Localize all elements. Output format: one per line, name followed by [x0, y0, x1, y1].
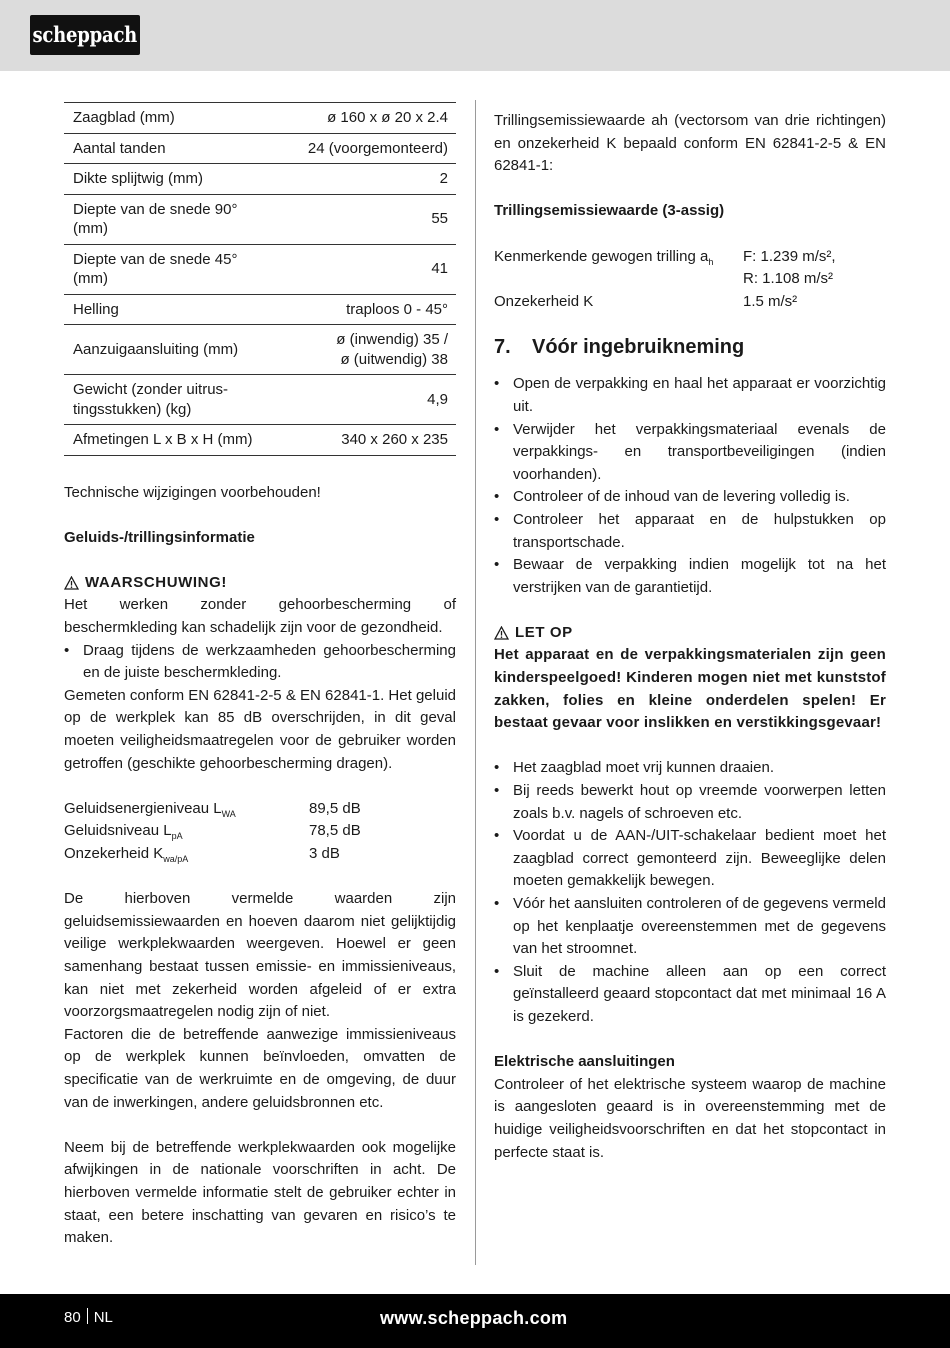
noise-label: Onzekerheid $K_{wa/pA}$: [64, 845, 189, 864]
caution-text: Het apparaat en de verpakkingsmaterialen zijn geen kinderspeelgoed! Kinderen mogen niet met kunststof zakken, folies en kleine onderdelen spelen! Er bestaat gevaar voor inslikken en verstikkingsgevaar!: [494, 646, 886, 732]
spec-table: [64, 102, 456, 456]
spec-label: Zaagblad (mm): [73, 109, 175, 126]
electrical-text: Controleer of het elektrische systeem waarop de machine is aangesloten geaard is in overeenstemming met de huidige veiligheidsvoorschriften en dat het stopcontact in perfecte staat is.: [494, 1075, 886, 1161]
spec-label: Dikte splijtwig (mm): [73, 170, 204, 187]
footer-url[interactable]: www.scheppach.com: [380, 1308, 568, 1328]
page-number: 80 NL: [64, 1309, 113, 1326]
noise-heading: Geluids-/trillingsinformatie: [64, 528, 255, 546]
noise-label: Geluidsenergieniveau $L_{WA}$: [64, 799, 236, 819]
warning-text: Het werken zonder gehoorbescherming of beschermkleding kan schadelijk zijn voor de gezondheid.: [64, 596, 456, 637]
spec-label: Helling: [73, 300, 119, 318]
spec-value: 340 x 260 x 235: [341, 431, 448, 448]
table-row: [64, 164, 456, 195]
vibration-values: [494, 246, 886, 314]
caution-title: LET OP: [494, 622, 886, 645]
list-item: • Open de verpakking en haal het apparaat er voorzichtig uit.: [494, 373, 886, 418]
spec-value: 2: [439, 170, 448, 187]
right-column: [494, 110, 886, 1164]
spec-label: Diepte van de snede 45° (mm): [73, 250, 238, 287]
table-row: [64, 294, 456, 325]
spec-value: 55: [431, 210, 448, 228]
noise-label: Geluidsniveau $L_{pA}$: [64, 822, 183, 842]
table-row: [64, 194, 456, 244]
spec-label: Aantal tanden: [73, 139, 166, 157]
table-row: [64, 244, 456, 294]
spec-value: traploos 0 - 45°: [346, 300, 448, 318]
table-row: [64, 133, 456, 164]
spec-value: 24 (voorgemonteerd): [307, 139, 448, 157]
electrical-heading: Elektrische aansluitingen: [494, 1053, 675, 1071]
list-item: • Draag tijdens de werkzaamheden gehoorbescherming en de juiste beschermkleding.: [64, 640, 456, 685]
vibration-intro: Trillingsemissiewaarde ah (vectorsom van drie richtingen) en onzekerheid K bepaald conform EN 62841-2-5 & EN 62841-1:: [494, 112, 886, 175]
spec-label: Aanzuigaansluiting (mm): [73, 340, 239, 358]
vibration-heading: Trillingsemissiewaarde (3-assig): [494, 202, 725, 220]
footer-separator: [87, 1308, 88, 1324]
uncertainty-value: 1.5 m/s²: [743, 292, 798, 310]
table-row: [64, 103, 456, 134]
preparation-list: [494, 757, 886, 1028]
paragraph: Neem bij de betreffende werkplekwaarden ook mogelijke afwijkingen in de nationale voorschriften in acht. De hierboven vermelde informatie stelt de gebruiker echter in staat, een betere inschatting van gevaren en risico’s te maken.: [64, 1138, 456, 1247]
list-item: • Verwijder het verpakkingsmateriaal evenals de verpakkings- en transportbeveiligingen (indien voorhanden).: [494, 419, 886, 487]
warning-title: WAARSCHUWING!: [64, 572, 456, 595]
vibration-label: Kenmerkende gewogen trilling $a_h$: [494, 247, 714, 267]
list-item: • Voordat u de AAN-/UIT-schakelaar bedient moet het zaagblad correct gemonteerd zijn. Beweeglijke delen moeten gemakkelijk bewegen.: [494, 825, 886, 893]
noise-value: 78,5 dB: [309, 822, 361, 840]
list-item: • Het zaagblad moet vrij kunnen draaien.: [494, 757, 886, 780]
spec-label: Diepte van de snede 90° (mm): [73, 200, 238, 237]
vibration-value: F: 1.239 m/s², R: 1.108 m/s²: [743, 247, 836, 288]
noise-values: [64, 798, 456, 866]
header-bar: [0, 0, 950, 71]
list-item: • Controleer of de inhoud van de levering volledig is.: [494, 486, 886, 509]
spec-value: ø (inwendig) 35 / ø (uitwendig) 38: [336, 331, 448, 368]
list-item: • Controleer het apparaat en de hulpstukken op transportschade.: [494, 509, 886, 554]
warning-icon: [494, 626, 509, 640]
list-item: • Vóór het aansluiten controleren of de gegevens vermeld op het kenplaatje overeenstemmen met de gegevens van het stroomnet.: [494, 893, 886, 961]
spec-value: 41: [431, 260, 448, 278]
left-column: [64, 102, 456, 1250]
warning-icon: [64, 576, 79, 590]
table-row: [64, 375, 456, 425]
spec-value: 4,9: [427, 390, 448, 408]
spec-label: Gewicht (zonder uitrus-tingsstukken) (kg): [73, 381, 229, 418]
table-row: [64, 425, 456, 456]
list-item: • Bewaar de verpakking indien mogelijk tot na het verstrijken van de garantietijd.: [494, 554, 886, 599]
list-item: • Sluit de machine alleen aan op een correct geïnstalleerd geaard stopcontact dat met minimaal 16 A is gezekerd.: [494, 961, 886, 1029]
column-divider: [475, 100, 476, 1265]
section-heading: 7. Vóór ingebruikneming: [494, 336, 745, 359]
uncertainty-label: Onzekerheid K: [494, 292, 594, 310]
paragraph: De hierboven vermelde waarden zijn geluidsemissiewaarden en hoeven daarom niet gelijktijdig veilige werkplekwaarden weergeven. Hoewel er geen samenhang bestaat tussen emissie- en immissieniveaus, kan niet met zekerheid worden afgeleid of er extra voorzorgsmaatregelen nodig zijn of niet.: [64, 890, 456, 1021]
brand-logo: scheppach: [30, 15, 140, 55]
spec-label: Afmetingen L x B x H (mm): [73, 431, 253, 448]
warning-bullets: [64, 640, 456, 685]
unpacking-list: [494, 373, 886, 599]
table-row: [64, 325, 456, 375]
noise-value: 3 dB: [309, 845, 340, 862]
list-item: • Bij reeds bewerkt hout op vreemde voorwerpen letten zoals b.v. nagels of schroeven etc.: [494, 780, 886, 825]
noise-value: 89,5 dB: [309, 799, 361, 817]
tech-note: Technische wijzigingen voorbehouden!: [64, 483, 321, 501]
paragraph: Factoren die de betreffende aanwezige immissieniveaus op de werkplek kunnen beïnvloeden, omvatten de specificatie van de werkruimte en de omgeving, de duur van de inwerkingen, andere geluidsbronnen etc.: [64, 1025, 456, 1111]
measured-text: Gemeten conform EN 62841-2-5 & EN 62841-1. Het geluid op de werkplek kan 85 dB overschrijden, in dit geval moeten veiligheidsmaatregelen voor de gebruiker worden getroffen (geschikte gehoorbescherming dragen).: [64, 686, 456, 772]
spec-value: ø 160 x ø 20 x 2.4: [327, 109, 448, 126]
